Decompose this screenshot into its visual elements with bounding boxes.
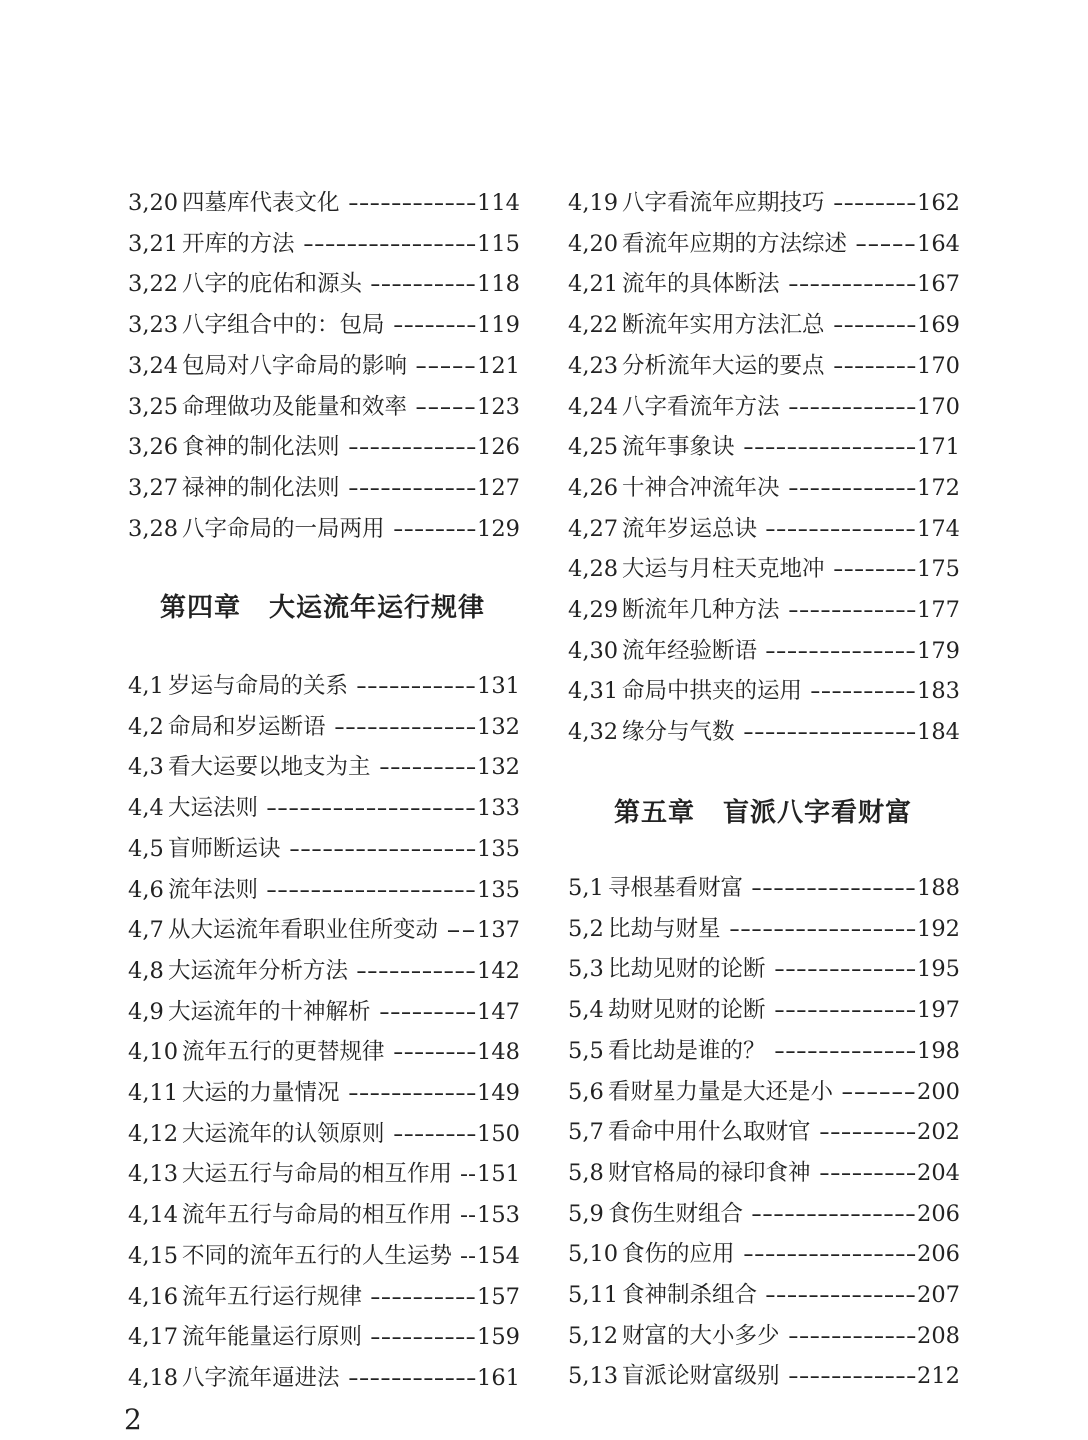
section-title: 不同的流年五行的人生运势 xyxy=(182,1242,453,1269)
dot-leader: -- xyxy=(460,1242,477,1269)
section-number: 4,14 xyxy=(128,1202,179,1229)
section-title: 盲派论财富级别 xyxy=(622,1363,780,1390)
dot-leader: --------------- xyxy=(751,1200,917,1227)
page-ref: 195 xyxy=(917,956,960,983)
section-title: 流年事象诀 xyxy=(622,434,735,461)
dot-leader: -------- xyxy=(392,1039,477,1066)
page-ref: 149 xyxy=(477,1080,520,1106)
page-ref: 172 xyxy=(917,474,960,501)
section-title: 八字的庇佑和源头 xyxy=(182,271,363,298)
dot-leader: -------------- xyxy=(765,1282,917,1308)
page-ref: 183 xyxy=(917,678,960,705)
section-title: 看命中用什么取财官 xyxy=(608,1119,811,1146)
page-ref: 184 xyxy=(917,719,960,746)
chapter-label: 第四章 xyxy=(160,593,242,623)
toc-entry[interactable] xyxy=(568,183,960,223)
page-ref: 167 xyxy=(917,271,960,298)
toc-entry[interactable] xyxy=(128,1154,520,1194)
section-number: 3,20 xyxy=(128,190,179,216)
section-number: 4,22 xyxy=(568,312,619,339)
toc-entry[interactable] xyxy=(568,1234,960,1274)
dot-leader: ----------- xyxy=(356,957,477,984)
section-title: 大运流年的认领原则 xyxy=(182,1120,385,1147)
section-number: 3,26 xyxy=(128,434,179,461)
toc-entry[interactable] xyxy=(128,1114,520,1154)
section-number: 4,6 xyxy=(128,876,164,903)
toc-entry[interactable] xyxy=(568,712,960,752)
section-number: 4,2 xyxy=(128,713,164,740)
section-title: 看比劫是谁的？ xyxy=(608,1037,766,1064)
toc-entry[interactable] xyxy=(568,427,960,467)
section-title: 比劫与财星 xyxy=(608,915,721,942)
toc-entry[interactable] xyxy=(568,868,960,908)
dot-leader: ---------------- xyxy=(742,1241,917,1268)
page-ref: 197 xyxy=(917,997,960,1024)
toc-entry[interactable] xyxy=(128,1073,520,1113)
page-ref: 177 xyxy=(917,597,960,623)
dot-leader: -- xyxy=(460,1161,477,1188)
section-title: 开库的方法 xyxy=(182,230,295,257)
toc-entry[interactable] xyxy=(568,1153,960,1193)
toc-entry[interactable] xyxy=(568,305,960,345)
dot-leader: -- xyxy=(460,1202,477,1229)
toc-entry[interactable] xyxy=(128,1195,520,1235)
page-ref: 162 xyxy=(917,190,960,216)
page-ref: 159 xyxy=(477,1324,520,1351)
dot-leader: ------------ xyxy=(787,1363,917,1390)
toc-entry[interactable] xyxy=(128,747,520,787)
page-ref: 204 xyxy=(917,1159,960,1186)
page-ref: 179 xyxy=(917,637,960,664)
section-title: 流年经验断语 xyxy=(622,637,758,664)
dot-leader: --------------- xyxy=(751,875,917,901)
toc-entry[interactable] xyxy=(128,707,520,747)
section-title: 财富的大小多少 xyxy=(622,1322,780,1349)
section-number: 5,10 xyxy=(568,1241,619,1268)
page-ref: 202 xyxy=(917,1119,960,1146)
page-ref: 212 xyxy=(917,1363,960,1390)
page-ref: 198 xyxy=(917,1037,960,1064)
section-title: 八字看流年方法 xyxy=(622,393,780,420)
section-number: 4,10 xyxy=(128,1039,179,1066)
dot-leader: ------------ xyxy=(787,1322,917,1349)
section-title: 断流年实用方法汇总 xyxy=(622,312,825,339)
section-title: 八字组合中的：包局 xyxy=(182,312,385,339)
toc-entry[interactable] xyxy=(568,949,960,989)
page-ref: 119 xyxy=(477,312,520,339)
dot-leader: ---------------- xyxy=(302,230,477,257)
page-ref: 188 xyxy=(917,875,960,901)
dot-leader: ---------------- xyxy=(742,719,917,746)
chapter-heading xyxy=(614,793,912,833)
page-ref: 123 xyxy=(477,393,520,420)
section-number: 3,23 xyxy=(128,312,179,339)
section-number: 5,7 xyxy=(568,1119,604,1146)
section-number: 3,27 xyxy=(128,474,179,501)
section-number: 4,11 xyxy=(128,1080,179,1106)
toc-entry[interactable] xyxy=(128,666,520,706)
page-ref: 206 xyxy=(917,1241,960,1268)
section-title: 看大运要以地支为主 xyxy=(168,754,371,781)
section-number: 4,20 xyxy=(568,230,619,257)
section-number: 4,25 xyxy=(568,434,619,461)
dot-leader: ---------- xyxy=(810,678,917,705)
page-ref: 161 xyxy=(477,1364,520,1391)
section-title: 看财星力量是大还是小 xyxy=(608,1078,834,1105)
section-title: 分析流年大运的要点 xyxy=(622,352,825,379)
page-ref: 121 xyxy=(477,352,520,379)
section-title: 缘分与气数 xyxy=(622,719,735,746)
section-number: 4,29 xyxy=(568,597,619,623)
section-title: 八字流年逼进法 xyxy=(182,1364,340,1391)
dot-leader: -------- xyxy=(392,515,477,542)
toc-entry[interactable] xyxy=(128,387,520,427)
section-title: 命局和岁运断语 xyxy=(168,713,326,740)
toc-entry[interactable] xyxy=(128,183,520,223)
page-ref: 174 xyxy=(917,515,960,542)
toc-entry[interactable] xyxy=(568,387,960,427)
toc-entry[interactable] xyxy=(128,427,520,467)
section-title: 比劫见财的论断 xyxy=(608,956,766,983)
dot-leader: ----------- xyxy=(356,673,477,699)
page-ref: 200 xyxy=(917,1078,960,1105)
toc-entry[interactable] xyxy=(568,346,960,386)
section-number: 3,21 xyxy=(128,230,179,257)
toc-entry[interactable] xyxy=(128,264,520,304)
page-ref: 115 xyxy=(477,230,520,257)
toc-entry[interactable] xyxy=(128,910,520,950)
toc-entry[interactable] xyxy=(568,1031,960,1071)
toc-entry[interactable] xyxy=(568,1112,960,1152)
section-number: 4,26 xyxy=(568,474,619,501)
section-number: 4,21 xyxy=(568,271,619,298)
section-title: 命局中拱夹的运用 xyxy=(622,678,803,705)
page-ref: 154 xyxy=(477,1242,520,1269)
chapter-label: 第五章 xyxy=(614,798,696,828)
section-number: 5,9 xyxy=(568,1200,604,1227)
dot-leader: --------- xyxy=(378,754,477,781)
toc-entry[interactable] xyxy=(568,224,960,264)
dot-leader: --------- xyxy=(818,1159,917,1186)
dot-leader: ------------ xyxy=(347,434,477,461)
dot-leader: ---------- xyxy=(370,1324,477,1351)
dot-leader: ------------ xyxy=(347,190,477,216)
section-number: 4,3 xyxy=(128,754,164,781)
page-ref: 142 xyxy=(477,957,520,984)
section-title: 十神合冲流年决 xyxy=(622,474,780,501)
toc-entry[interactable] xyxy=(568,631,960,671)
dot-leader: ----- xyxy=(415,393,477,420)
dot-leader: ----- xyxy=(415,352,477,379)
dot-leader: ------------- xyxy=(333,713,477,740)
dot-leader: -------- xyxy=(832,352,917,379)
section-number: 5,2 xyxy=(568,915,604,942)
page-ref: 157 xyxy=(477,1283,520,1310)
dot-leader: ------------------- xyxy=(266,795,477,822)
section-title: 禄神的制化法则 xyxy=(182,474,340,501)
dot-leader: ------------ xyxy=(347,1080,477,1106)
section-title: 流年能量运行原则 xyxy=(182,1324,363,1351)
dot-leader: -------------- xyxy=(765,515,917,542)
toc-entry[interactable] xyxy=(568,264,960,304)
section-number: 4,30 xyxy=(568,637,619,664)
dot-leader: -------- xyxy=(832,556,917,583)
section-title: 食神制杀组合 xyxy=(622,1282,758,1308)
section-number: 5,5 xyxy=(568,1037,604,1064)
section-title: 包局对八字命局的影响 xyxy=(182,352,408,379)
page-ref: 129 xyxy=(477,515,520,542)
page-ref: 169 xyxy=(917,312,960,339)
page-number: 2 xyxy=(124,1403,142,1436)
toc-entry[interactable] xyxy=(568,509,960,549)
toc-entry[interactable] xyxy=(128,992,520,1032)
toc-entry[interactable] xyxy=(128,468,520,508)
toc-entry[interactable] xyxy=(128,870,520,910)
toc-entry[interactable] xyxy=(128,788,520,828)
page-ref: 170 xyxy=(917,352,960,379)
dot-leader: -- xyxy=(446,917,477,944)
section-number: 4,1 xyxy=(128,673,164,699)
toc-entry[interactable] xyxy=(128,1358,520,1398)
section-number: 4,13 xyxy=(128,1161,179,1188)
section-title: 看流年应期的方法综述 xyxy=(622,230,848,257)
section-number: 4,12 xyxy=(128,1120,179,1147)
section-number: 4,16 xyxy=(128,1283,179,1310)
toc-entry[interactable] xyxy=(568,1072,960,1112)
toc-entry[interactable] xyxy=(128,1236,520,1276)
toc-entry[interactable] xyxy=(128,346,520,386)
section-title: 流年五行的更替规律 xyxy=(182,1039,385,1066)
page-ref: 147 xyxy=(477,998,520,1025)
chapter-heading xyxy=(160,588,485,628)
section-number: 4,19 xyxy=(568,190,619,216)
section-title: 流年的具体断法 xyxy=(622,271,780,298)
section-title: 大运五行与命局的相互作用 xyxy=(182,1161,453,1188)
toc-entry[interactable] xyxy=(568,1316,960,1356)
page-ref: 132 xyxy=(477,713,520,740)
section-number: 5,6 xyxy=(568,1078,604,1105)
dot-leader: ------------ xyxy=(347,1364,477,1391)
section-number: 4,5 xyxy=(128,835,164,862)
dot-leader: ---------------- xyxy=(742,434,917,461)
section-number: 4,28 xyxy=(568,556,619,583)
section-title: 流年法则 xyxy=(168,876,259,903)
section-number: 3,25 xyxy=(128,393,179,420)
page-ref: 175 xyxy=(917,556,960,583)
page-ref: 127 xyxy=(477,474,520,501)
section-number: 5,11 xyxy=(568,1282,619,1308)
section-title: 大运流年的十神解析 xyxy=(168,998,371,1025)
toc-entry[interactable] xyxy=(128,305,520,345)
toc-entry[interactable] xyxy=(128,1032,520,1072)
section-title: 食神的制化法则 xyxy=(182,434,340,461)
page-ref: 118 xyxy=(477,271,520,298)
dot-leader: -------- xyxy=(392,1120,477,1147)
section-title: 流年岁运总诀 xyxy=(622,515,758,542)
section-title: 流年五行运行规律 xyxy=(182,1283,363,1310)
dot-leader: ------------- xyxy=(773,1037,917,1064)
section-number: 4,24 xyxy=(568,393,619,420)
page-ref: 137 xyxy=(477,917,520,944)
toc-entry[interactable] xyxy=(568,549,960,589)
page-ref: 153 xyxy=(477,1202,520,1229)
section-title: 大运法则 xyxy=(168,795,259,822)
section-title: 四墓库代表文化 xyxy=(182,190,340,216)
toc-entry[interactable] xyxy=(568,468,960,508)
dot-leader: ------------- xyxy=(773,956,917,983)
page-ref: 170 xyxy=(917,393,960,420)
page-ref: 135 xyxy=(477,876,520,903)
dot-leader: ------------ xyxy=(787,474,917,501)
section-number: 4,15 xyxy=(128,1242,179,1269)
toc-entry[interactable] xyxy=(568,1356,960,1396)
section-number: 5,1 xyxy=(568,875,604,901)
section-title: 劫财见财的论断 xyxy=(608,997,766,1024)
section-title: 大运的力量情况 xyxy=(182,1080,340,1106)
section-number: 4,4 xyxy=(128,795,164,822)
page-ref: 164 xyxy=(917,230,960,257)
chapter-title: 大运流年运行规律 xyxy=(269,593,486,623)
section-number: 5,8 xyxy=(568,1159,604,1186)
dot-leader: -------- xyxy=(392,312,477,339)
section-title: 岁运与命局的关系 xyxy=(168,673,349,699)
section-title: 食伤生财组合 xyxy=(608,1200,744,1227)
section-number: 3,22 xyxy=(128,271,179,298)
toc-entry[interactable] xyxy=(128,1277,520,1317)
section-number: 3,28 xyxy=(128,515,179,542)
toc-entry[interactable] xyxy=(128,224,520,264)
page-ref: 151 xyxy=(477,1161,520,1188)
dot-leader: -------------- xyxy=(765,637,917,664)
section-number: 4,27 xyxy=(568,515,619,542)
dot-leader: ------------ xyxy=(787,393,917,420)
section-number: 5,3 xyxy=(568,956,604,983)
page-ref: 114 xyxy=(477,190,520,216)
section-number: 5,4 xyxy=(568,997,604,1024)
page-ref: 133 xyxy=(477,795,520,822)
dot-leader: ----- xyxy=(855,230,917,257)
section-number: 4,32 xyxy=(568,719,619,746)
toc-entry[interactable] xyxy=(128,951,520,991)
section-title: 大运流年分析方法 xyxy=(168,957,349,984)
section-number: 4,17 xyxy=(128,1324,179,1351)
dot-leader: ------------ xyxy=(347,474,477,501)
toc-entry[interactable] xyxy=(568,671,960,711)
section-title: 从大运流年看职业住所变动 xyxy=(168,917,439,944)
section-number: 4,31 xyxy=(568,678,619,705)
page-ref: 135 xyxy=(477,835,520,862)
dot-leader: ------ xyxy=(841,1078,917,1105)
dot-leader: --------- xyxy=(818,1119,917,1146)
toc-entry[interactable] xyxy=(128,509,520,549)
section-title: 流年五行与命局的相互作用 xyxy=(182,1202,453,1229)
page-ref: 192 xyxy=(917,915,960,942)
section-title: 财官格局的禄印食神 xyxy=(608,1159,811,1186)
page-ref: 131 xyxy=(477,673,520,699)
dot-leader: ----------------- xyxy=(288,835,477,862)
section-number: 5,12 xyxy=(568,1322,619,1349)
page-ref: 132 xyxy=(477,754,520,781)
dot-leader: ------------ xyxy=(787,597,917,623)
page-ref: 171 xyxy=(917,434,960,461)
toc-entry[interactable] xyxy=(128,829,520,869)
dot-leader: -------- xyxy=(832,312,917,339)
dot-leader: ------------------- xyxy=(266,876,477,903)
section-title: 断流年几种方法 xyxy=(622,597,780,623)
section-number: 4,23 xyxy=(568,352,619,379)
toc-entry[interactable] xyxy=(128,1317,520,1357)
dot-leader: ----------------- xyxy=(728,915,917,942)
page-ref: 207 xyxy=(917,1282,960,1308)
page-ref: 126 xyxy=(477,434,520,461)
section-number: 3,24 xyxy=(128,352,179,379)
chapter-title: 盲派八字看财富 xyxy=(723,798,913,828)
dot-leader: --------- xyxy=(378,998,477,1025)
page-ref: 150 xyxy=(477,1120,520,1147)
page-ref: 148 xyxy=(477,1039,520,1066)
toc-entry[interactable] xyxy=(568,1275,960,1315)
page-ref: 206 xyxy=(917,1200,960,1227)
section-number: 4,7 xyxy=(128,917,164,944)
dot-leader: ------------- xyxy=(773,997,917,1024)
section-number: 5,13 xyxy=(568,1363,619,1390)
dot-leader: ------------ xyxy=(787,271,917,298)
section-number: 4,18 xyxy=(128,1364,179,1391)
toc-entry[interactable] xyxy=(568,590,960,630)
dot-leader: -------- xyxy=(832,190,917,216)
toc-entry[interactable] xyxy=(568,990,960,1030)
page-ref: 208 xyxy=(917,1322,960,1349)
section-title: 八字看流年应期技巧 xyxy=(622,190,825,216)
dot-leader: ---------- xyxy=(370,1283,477,1310)
section-title: 食伤的应用 xyxy=(622,1241,735,1268)
section-number: 4,8 xyxy=(128,957,164,984)
dot-leader: ---------- xyxy=(370,271,477,298)
toc-entry[interactable] xyxy=(568,1194,960,1234)
section-title: 八字命局的一局两用 xyxy=(182,515,385,542)
section-number: 4,9 xyxy=(128,998,164,1025)
toc-entry[interactable] xyxy=(568,909,960,949)
section-title: 命理做功及能量和效率 xyxy=(182,393,408,420)
section-title: 寻根基看财富 xyxy=(608,875,744,901)
section-title: 盲师断运诀 xyxy=(168,835,281,862)
section-title: 大运与月柱天克地冲 xyxy=(622,556,825,583)
